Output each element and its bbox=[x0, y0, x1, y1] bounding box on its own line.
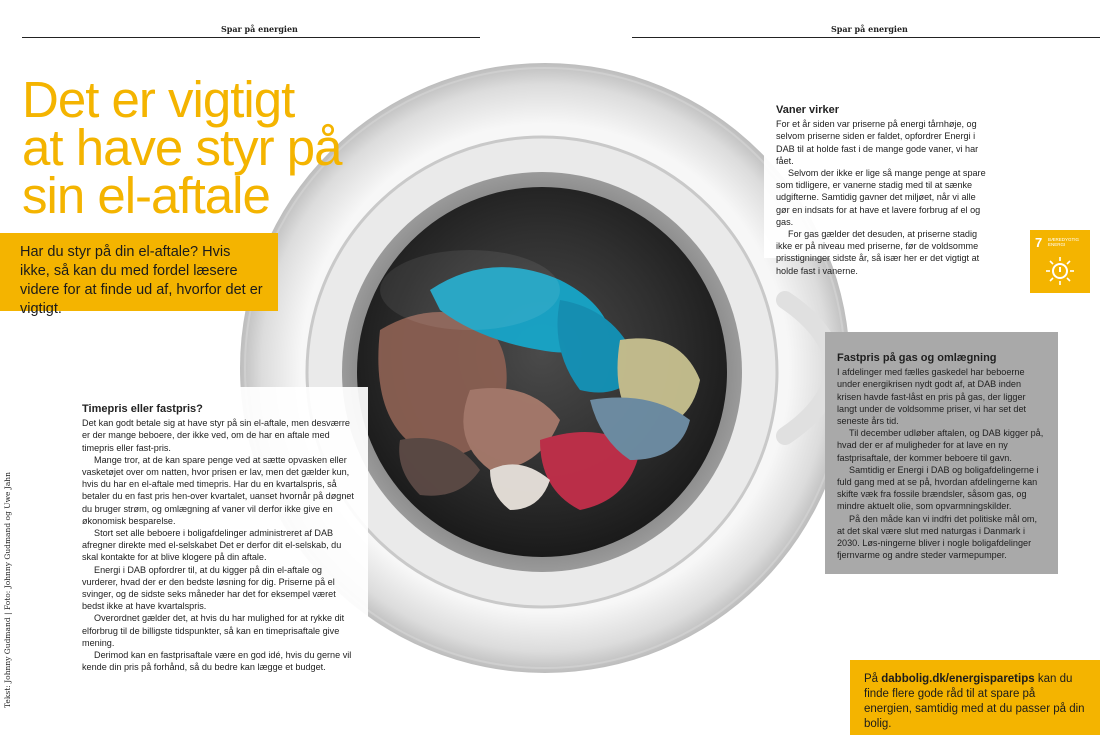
header-rule bbox=[22, 37, 480, 38]
paragraph: Mange tror, at de kan spare penge ved at sætte opvasken eller vasketøjet over om natten, hvor prisen er lav, men det gælder kun, hvis du har en el-aftale med timepris. Har du en kvartalspris, så betaler du en fast pris hen-over kvartalet, uanset hvornår på døgnet du bruger strøm, og omlægning af vaner vil derfor ikke give en økonomisk besparelse. bbox=[82, 454, 354, 526]
section-label: Spar på energien bbox=[831, 24, 908, 34]
title-line: Det er vigtigt bbox=[22, 71, 295, 128]
paragraph: Derimod kan en fastprisaftale være en god idé, hvis du gerne vil kende din pris på forhånd, så du bedre kan lægge et budget. bbox=[82, 650, 352, 673]
paragraph: Overordnet gælder det, at hvis du har mulighed for at rykke dit elforbrug til de billigste tidspunkter, så kan en timeprisaftale give mening. bbox=[82, 613, 345, 648]
fastpris-box bbox=[825, 332, 1058, 574]
paragraph: I afdelinger med fælles gaskedel har beboerne under energikrisen nydt godt af, at DAB inden krisen havde fast-låst en pris på gas, der ligger langt under de voldsomme priser, vi har set det seneste års tid. bbox=[837, 367, 1027, 427]
title-line: at have styr på bbox=[22, 119, 342, 176]
title-line: sin el-aftale bbox=[22, 167, 270, 224]
intro-box: Har du styr på din el-aftale? Hvis ikke, så kan du med fordel læsere videre for at finde ud af, hvorfor det er vigtigt. bbox=[0, 233, 278, 311]
paragraph: På den måde kan vi indfri det politiske mål om, at det skal være slut med naturgas i Danmark i 2030. Løs-ningerne bliver i nogle boligafdelinger fjernvarme og andre steder varmepumper. bbox=[837, 513, 1038, 561]
photo-credit: Tekst: Johnny Gudmand | Foto: Johnny Gudmand og Uwe Jahn bbox=[3, 472, 12, 708]
vaner-heading: Vaner virker bbox=[776, 104, 839, 116]
paragraph: Energi i DAB opfordrer til, at du kigger på din el-aftale og vurderer, hvad der er den bedste løsning for dig. Priserne på el svinger, og de sidste seks måneder har det for eksempel været bedst ikke at have kvartalspris. bbox=[82, 564, 336, 612]
fastpris-heading: Fastpris på gas og omlægning bbox=[837, 352, 997, 364]
sdg-label: BÆREDYGTIG ENERGI bbox=[1048, 237, 1080, 247]
cta-link[interactable]: dabbolig.dk/energisparetips bbox=[881, 673, 1035, 685]
paragraph: Samtidig er Energi i DAB og boligafdelingerne i fuld gang med at se på, hvordan afdelingerne kan skifte væk fra fossile brændsler, såsom gas, og mindre aktuelt olie, som opvarmningskilder. bbox=[837, 464, 1039, 512]
header-rule bbox=[632, 37, 1100, 38]
sun-power-icon bbox=[1045, 256, 1075, 286]
vaner-box bbox=[764, 92, 998, 276]
cta-box bbox=[850, 660, 1100, 735]
paragraph: For et år siden var priserne på energi tårnhøje, og selvom priserne siden er faldet, opfordrer Energi i DAB til at holde fast i de mange gode vaner, vi har fået. bbox=[776, 119, 979, 166]
paragraph: Det kan godt betale sig at have styr på sin el-aftale, men desværre er der mange beboere, der ikke ved, om de har en aftale med timepris eller fast-pris. bbox=[82, 418, 350, 453]
paragraph: Selvom der ikke er lige så mange penge at spare som tidligere, er vanerne stadig med til at sænke udgifterne. Samtidig gavner det miljøet, når vi alle gør en indsats for at have et lavere forbrug af el og gas. bbox=[776, 168, 986, 227]
section-label: Spar på energien bbox=[221, 24, 298, 34]
cta-prefix: På bbox=[864, 673, 882, 685]
paragraph: Til december udløber aftalen, og DAB kigger på, hvad der er af muligheder for at lave en ny fastprisaftale, der kommer beboere til gavn. bbox=[837, 428, 1044, 463]
article-title bbox=[22, 71, 442, 224]
sdg-badge bbox=[1030, 230, 1090, 293]
timepris-box bbox=[68, 387, 368, 673]
timepris-heading: Timepris eller fastpris? bbox=[82, 403, 203, 415]
paragraph: Stort set alle beboere i boligafdelinger administreret af DAB afregner direkte med el-selskabet Det er derfor dit el-selskab, du skal kontakte for at blive klogere på din aftale. bbox=[82, 528, 342, 563]
cta-suffix: kan du finde flere gode råd til at spare på energien, samtidig med at du passer på din bolig. bbox=[864, 673, 1085, 730]
paragraph: For gas gælder det desuden, at priserne stadig ikke er på niveau med priserne, før de voldsomme prisstigninger sidste år, så især her er det vigtigt at holde fast i vanerne. bbox=[776, 229, 980, 276]
sdg-number: 7 bbox=[1035, 235, 1043, 250]
